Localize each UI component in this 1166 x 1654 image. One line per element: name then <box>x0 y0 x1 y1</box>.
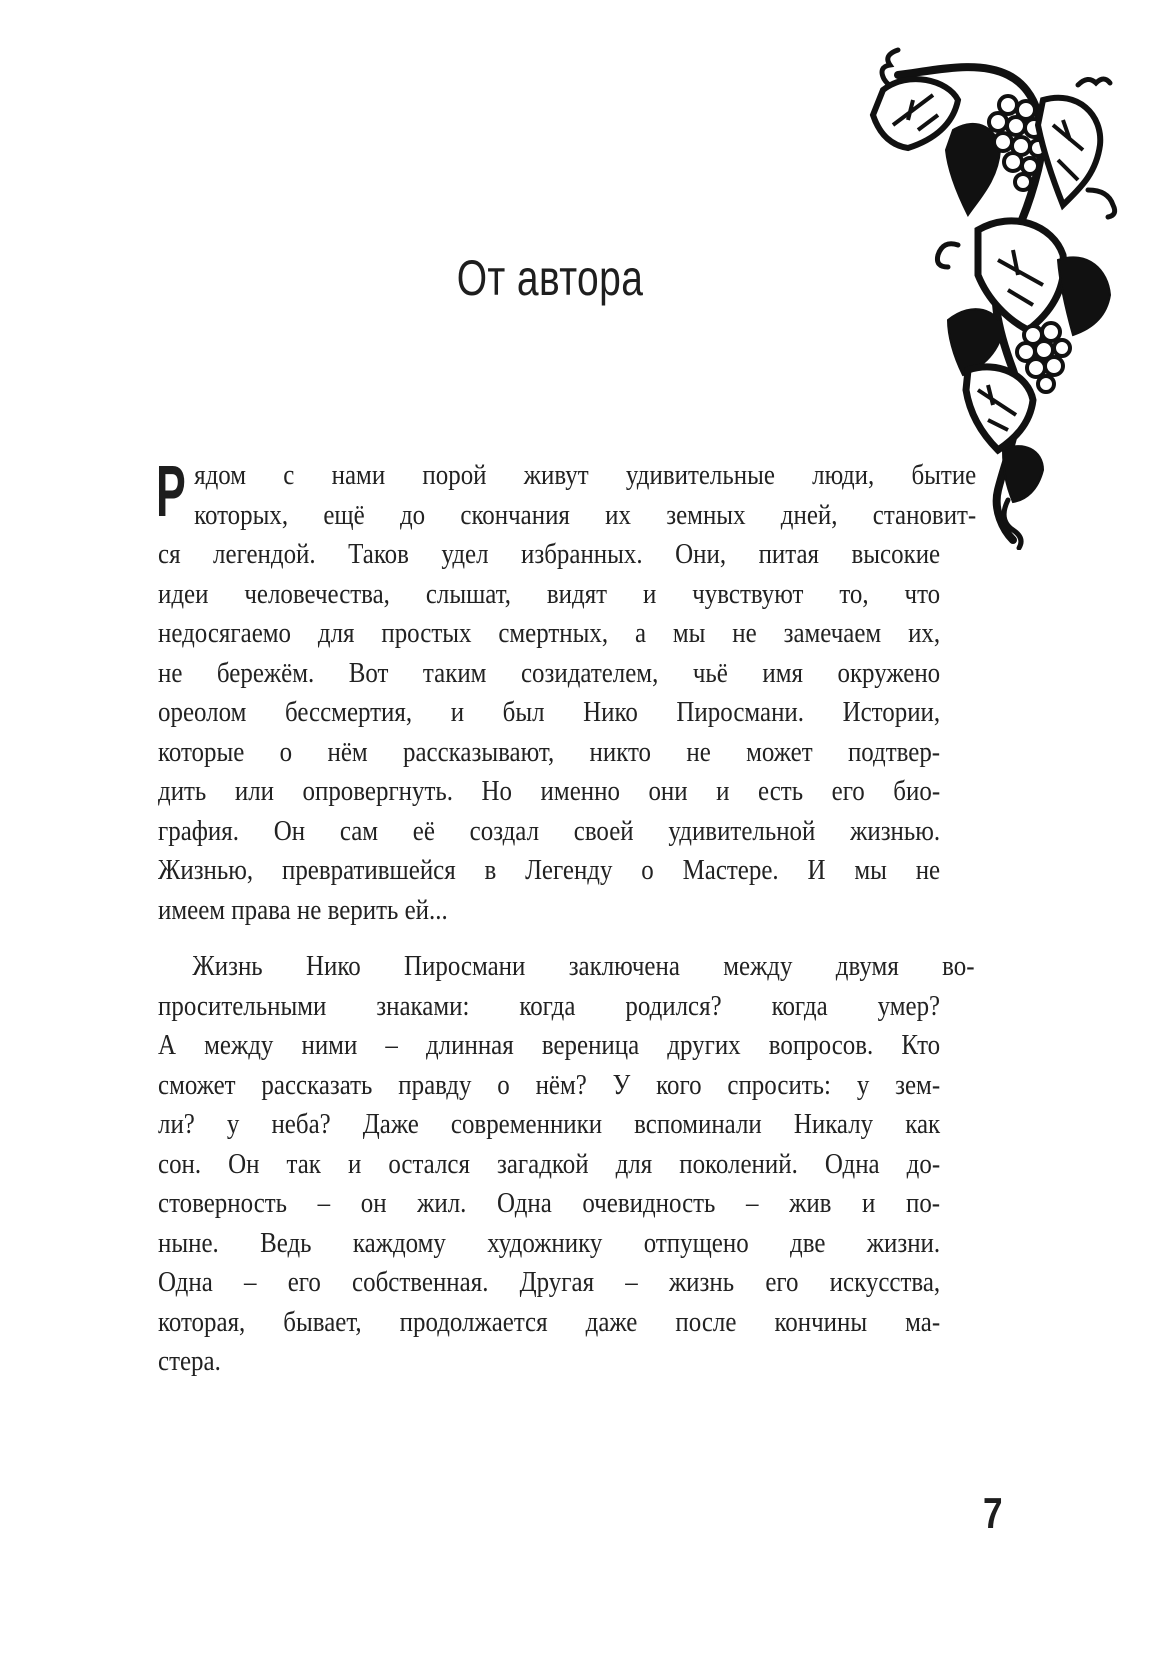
chapter-title: От автора <box>456 250 644 306</box>
text-line: ся легендой. Таков удел избранных. Они, питая высокие <box>158 538 941 570</box>
text-line: просительными знаками: когда родился? когда умер? <box>158 989 941 1022</box>
text-line: сон. Он так и остался загадкой для поколений. Одна до- <box>158 1147 941 1180</box>
text-line: которая, бывает, продолжается даже после кончины ма- <box>158 1305 941 1338</box>
text-line: ныне. Ведь каждому художнику отпущено две жизни. <box>158 1226 941 1259</box>
page-number: 7 <box>983 1489 1003 1538</box>
text-line: ореолом бессмертия, и был Нико Пиросмани. Истории, <box>158 696 941 728</box>
text-line: дить или опровергнуть. Но именно они и есть его био- <box>158 775 941 807</box>
text-line: стера. <box>158 1345 221 1377</box>
text-line: которых, ещё до скончания их земных дней, становит- <box>194 498 977 531</box>
text-line: недосягаемо для простых смертных, а мы не замечаем их, <box>158 617 941 649</box>
text-line: А между ними – длинная вереница других вопросов. Кто <box>158 1029 941 1061</box>
text-line: Жизнь Нико Пиросмани заключена между двумя во- <box>192 950 975 982</box>
text-line: графия. Он сам её создал своей удивительной жизнью. <box>158 814 941 847</box>
text-line: ядом с нами порой живут удивительные люди, бытие <box>194 459 977 491</box>
text-line: которые о нём рассказывают, никто не может подтвер- <box>158 735 941 768</box>
text-line: Одна – его собственная. Другая – жизнь его искусства, <box>158 1266 941 1298</box>
text-line: идеи человечества, слышат, видят и чувствуют то, что <box>158 577 941 610</box>
text-line: сможет рассказать правду о нём? У кого спросить: у зем- <box>158 1068 941 1101</box>
text-line: ли? у неба? Даже современники вспоминали Никалу как <box>158 1108 941 1140</box>
text-line: Жизнью, превратившейся в Легенду о Мастере. И мы не <box>158 854 941 886</box>
text-line: имеем права не верить ей... <box>158 893 448 926</box>
paragraph-1 <box>156 452 977 930</box>
drop-cap: Р <box>156 452 186 532</box>
paragraph-2 <box>158 947 975 1382</box>
text-line: не бережём. Вот таким созидателем, чьё имя окружено <box>158 656 941 689</box>
text-line: стоверность – он жил. Одна очевидность – жив и по- <box>158 1187 941 1219</box>
